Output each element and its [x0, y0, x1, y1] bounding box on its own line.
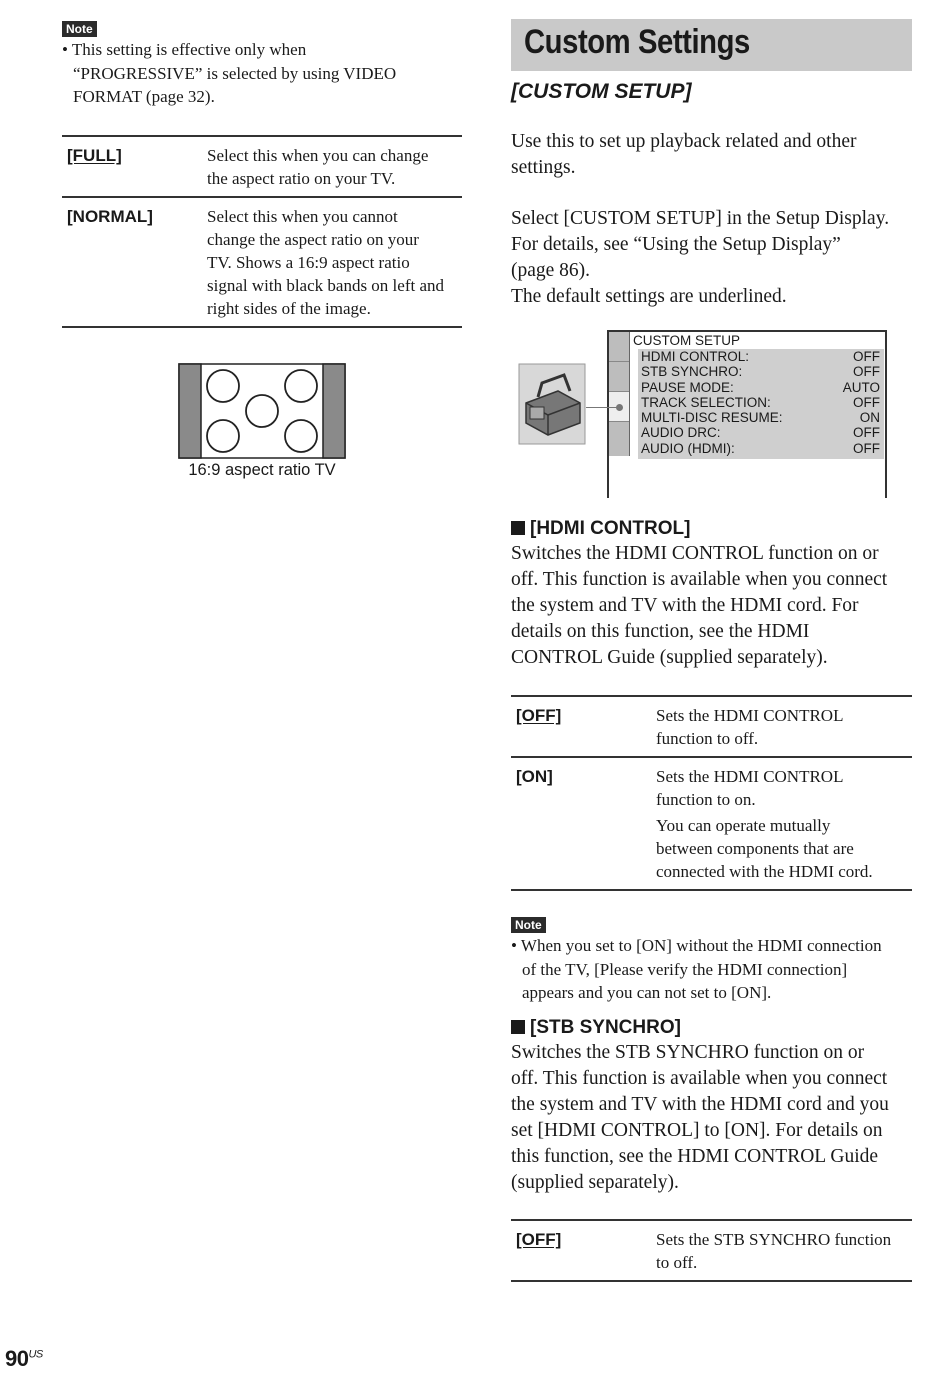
icon-strip [609, 332, 629, 456]
table-row: [ON] Sets the HDMI CONTROL function to on. You can operate mutually between components that are connected with the HDMI cord. [511, 757, 912, 890]
option-key-full: [FULL] [67, 146, 122, 165]
note-block [62, 20, 97, 38]
square-bullet-icon [511, 1020, 525, 1034]
page-number: $90^{US}$ [5, 1346, 43, 1371]
table-row: [NORMAL] Select this when you cannot change the aspect ratio on your TV. Shows a 16:9 aspect ratio signal with black bands on left and right sides of the image. [62, 197, 462, 327]
menu-item-multi-disc-resume[interactable]: MULTI-DISC RESUME: ON [641, 410, 880, 426]
toolbox-icon [518, 363, 588, 445]
menu-heading: CUSTOM SETUP [633, 333, 741, 348]
note-block-2 [511, 916, 546, 934]
menu-item-audio-drc[interactable]: AUDIO DRC: OFF [641, 425, 880, 441]
option-key-off: [OFF] [516, 706, 562, 725]
option-key-off: [OFF] [516, 1230, 562, 1249]
figure-caption: 16:9 aspect ratio TV [188, 461, 336, 479]
table-row: [FULL] Select this when you can change the aspect ratio on your TV. [62, 136, 462, 197]
menu-item-pause-mode[interactable]: PAUSE MODE: AUTO [641, 379, 880, 395]
note-badge: Note [511, 917, 546, 933]
intro-text: Use this to set up playback related and other settings. [511, 131, 857, 178]
option-key-on: [ON] [516, 767, 553, 786]
hdmi-control-description: Switches the HDMI CONTROL function on or off. This function is available when you connect the system and TV with the HDMI cord. For details on this function, see the HDMI CONTROL Guide (supplied separately). [511, 543, 888, 668]
option-key-normal: [NORMAL] [67, 207, 153, 226]
note-text: • This setting is effective only when “PROGRESSIVE” is selected by using VIDEO FORMAT (page 32). [62, 40, 397, 106]
hdmi-options-table [511, 695, 912, 891]
menu-item-stb-synchro[interactable]: STB SYNCHRO: OFF [641, 364, 880, 380]
note-badge: Note [62, 21, 97, 37]
hdmi-control-heading: [HDMI CONTROL] [511, 518, 690, 540]
table-row: [OFF] Sets the STB SYNCHRO function to off. [511, 1220, 912, 1281]
select-instructions: Select [CUSTOM SETUP] in the Setup Display. For details, see “Using the Setup Display” (page 86). The default settings are underlined. [511, 208, 890, 307]
hdmi-note-text: • When you set to [ON] without the HDMI connection of the TV, [Please verify the HDMI connection] appears and you can not set to [ON]. [511, 936, 882, 1002]
stb-options-table [511, 1219, 912, 1282]
stb-synchro-description: Switches the STB SYNCHRO function on or off. This function is available when you connect the system and TV with the HDMI cord and you set [HDMI CONTROL] to [ON]. For details on this function, see the HDMI CONTROL Guide (supplied separately). [511, 1042, 889, 1193]
menu-item-track-selection[interactable]: TRACK SELECTION: OFF [641, 394, 880, 410]
page-title: Custom Settings [524, 23, 750, 61]
table-row: [OFF] Sets the HDMI CONTROL function to off. [511, 696, 912, 757]
section-title-bar [511, 19, 912, 71]
stb-synchro-heading: [STB SYNCHRO] [511, 1017, 681, 1039]
aspect-ratio-tv-illustration [178, 363, 346, 459]
menu-item-audio-hdmi[interactable]: AUDIO (HDMI): OFF [641, 440, 880, 456]
section-subtitle: [CUSTOM SETUP] [511, 80, 692, 103]
square-bullet-icon [511, 521, 525, 535]
setup-display-screenshot [512, 330, 888, 498]
menu-item-hdmi-control[interactable]: HDMI CONTROL: OFF [641, 349, 880, 364]
aspect-options-table [62, 135, 462, 328]
setup-menu-list [638, 349, 884, 459]
